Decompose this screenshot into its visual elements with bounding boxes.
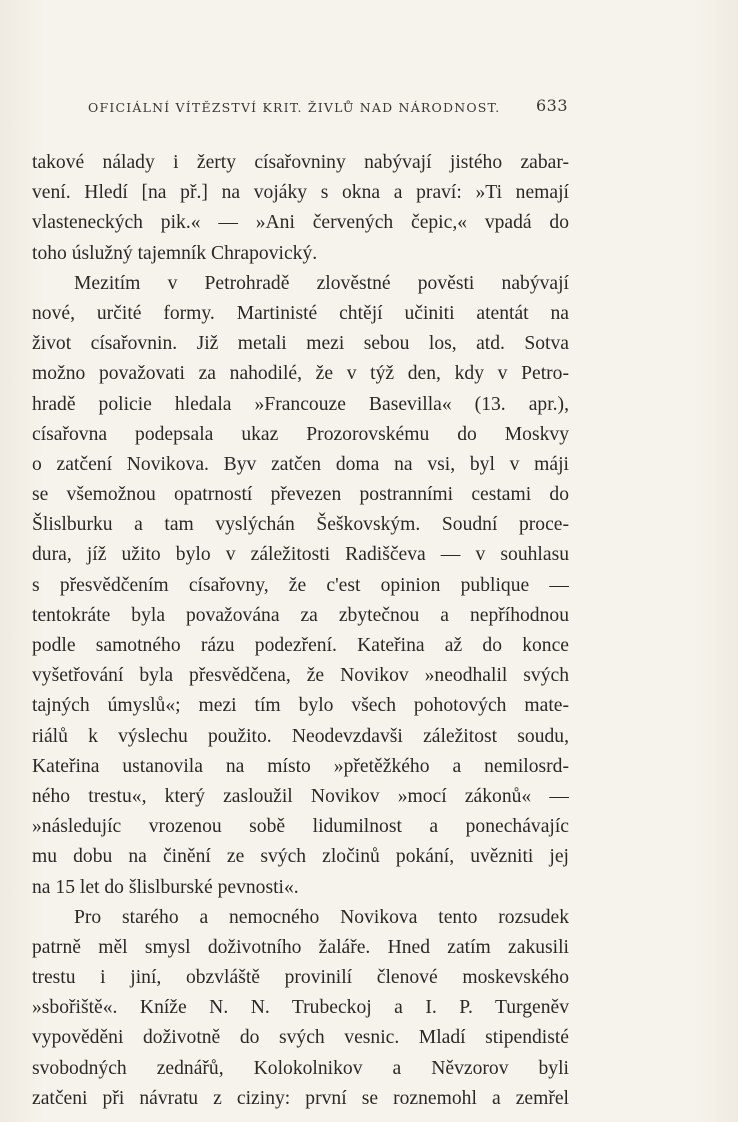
text-line: možno považovati za nahodilé, že v týž den, kdy v Petro- (32, 363, 569, 385)
text-line: Šlislburku a tam vyslýchán Šeškovským. Soudní proce- (32, 514, 569, 536)
text-line: hradě policie hledala »Francouze Basevilla« (13. apr.), (32, 393, 569, 415)
text-line: na 15 let do šlislburské pevnosti«. (32, 876, 299, 898)
text-line: svobodných zednářů, Kolokolnikov a Něvzorov byli (32, 1057, 569, 1079)
text-line: Pro starého a nemocného Novikova tento rozsudek (74, 906, 569, 928)
text-line: takové nálady i žerty císařovniny nabývají jistého zabar- (32, 152, 569, 173)
paragraph-3 (32, 903, 569, 1114)
text-line: ného trestu«, který zasloužil Novikov »mocí zákonů« — (32, 785, 569, 807)
page-number: 633 (535, 96, 568, 115)
text-line: vení. Hledí [na př.] na vojáky s okna a praví: »Ti nemají (32, 182, 569, 204)
text-line: tentokráte byla považována za zbytečnou a nepříhodnou (32, 604, 569, 626)
text-line: se všemožnou opatrností převezen postranními cestami do (32, 484, 569, 506)
text-line: zatčeni při návratu z ciziny: první se roznemohl a zemřel (32, 1087, 569, 1109)
text-line: vlasteneckých pik.« — »Ani červených čepic,« vpadá do (32, 212, 569, 234)
paragraph-2 (32, 269, 569, 903)
text-line: riálů k výslechu použito. Neodevzdavši záležitost soudu, (32, 725, 569, 747)
paragraph-1 (32, 148, 569, 269)
running-head-title: OFICIÁLNÍ VÍTĚZSTVÍ KRIT. ŽIVLŮ NAD NÁRODNOST. (88, 100, 501, 115)
running-head (88, 96, 568, 120)
text-line: Kateřina ustanovila na místo »přetěžkého a nemilosrd- (32, 755, 569, 777)
text-line: »sbořiště«. Kníže N. N. Trubeckoj a I. P. Turgeněv (32, 997, 569, 1019)
text-line: »následujíc vrozenou sobě lidumilnost a ponechávajíc (32, 816, 569, 838)
text-line: Mezitím v Petrohradě zlověstné pověsti nabývají (74, 272, 569, 294)
text-line: patrně měl smysl doživotního žaláře. Hned zatím zakusili (32, 936, 569, 958)
text-line: trestu i jiní, obzvláště provinilí členové moskevského (32, 967, 569, 989)
text-line: s přesvědčením císařovny, že c'est opinion publique — (32, 574, 569, 596)
text-line: o zatčení Novikova. Byv zatčen doma na vsi, byl v máji (32, 453, 569, 475)
text-line: toho úslužný tajemník Chrapovický. (32, 242, 318, 264)
text-line: nové, určité formy. Martinisté chtějí učiniti atentát na (32, 302, 569, 324)
text-line: podle samotného rázu podezření. Kateřina až do konce (32, 635, 569, 656)
text-line: dura, jíž užito bylo v záležitosti Radiščeva — v souhlasu (32, 544, 569, 566)
text-line: tajných úmyslů«; mezi tím bylo všech pohotových mate- (32, 695, 569, 717)
text-line: císařovna podepsala ukaz Prozorovskému do Moskvy (32, 423, 569, 445)
text-line: život císařovnin. Již metali mezi sebou los, atd. Sotva (32, 333, 569, 355)
text-line: vypověděni doživotně do svých vesnic. Mladí stipendisté (32, 1027, 569, 1049)
body-text (32, 148, 569, 1114)
text-line: mu dobu na činění ze svých zločinů pokání, uvězniti jej (32, 846, 569, 868)
text-line: vyšetřování byla přesvědčena, že Novikov »neodhalil svých (32, 665, 569, 687)
